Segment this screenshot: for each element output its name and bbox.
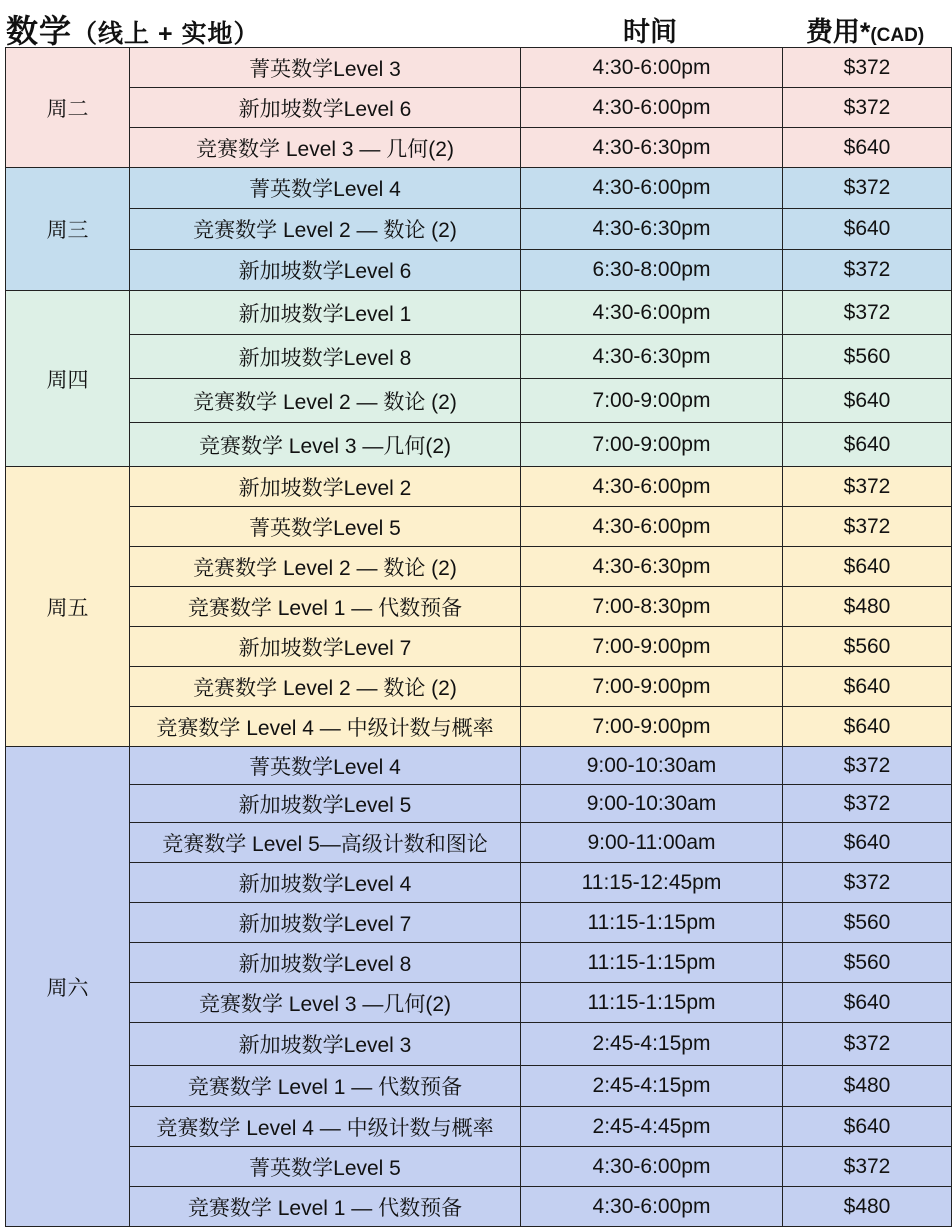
course-cell: 菁英数学Level 5 [130,1147,521,1187]
fee-cell: $372 [783,1147,952,1187]
table-row [6,707,952,747]
table-row [6,168,952,209]
course-cell: 新加坡数学Level 6 [130,250,521,291]
time-cell: 4:30-6:00pm [521,168,783,209]
fee-cell: $560 [783,943,952,983]
time-cell: 4:30-6:00pm [521,291,783,335]
time-cell: 4:30-6:00pm [521,88,783,128]
column-header-time: 时间 [623,17,677,47]
time-cell: 7:00-9:00pm [521,423,783,467]
table-row [6,209,952,250]
course-cell: 新加坡数学Level 2 [130,467,521,507]
table-row [6,507,952,547]
course-cell: 新加坡数学Level 4 [130,863,521,903]
time-cell: 9:00-11:00am [521,823,783,863]
table-row [6,1066,952,1107]
fee-cell: $640 [783,423,952,467]
day-cell: 周六 [6,747,130,1227]
course-cell: 竞赛数学 Level 2 — 数论 (2) [130,379,521,423]
fee-cell: $372 [783,1023,952,1066]
course-cell: 竞赛数学 Level 1 — 代数预备 [130,1066,521,1107]
course-cell: 新加坡数学Level 3 [130,1023,521,1066]
fee-cell: $372 [783,507,952,547]
course-cell: 新加坡数学Level 7 [130,903,521,943]
time-cell: 4:30-6:30pm [521,547,783,587]
course-cell: 竞赛数学 Level 2 — 数论 (2) [130,209,521,250]
fee-cell: $640 [783,667,952,707]
fee-cell: $372 [783,48,952,88]
fee-cell: $372 [783,863,952,903]
fee-cell: $640 [783,1107,952,1147]
fee-cell: $640 [783,983,952,1023]
time-cell: 9:00-10:30am [521,785,783,823]
fee-cell: $480 [783,1187,952,1227]
course-cell: 新加坡数学Level 5 [130,785,521,823]
table-row [6,747,952,785]
fee-cell: $640 [783,547,952,587]
schedule-table [5,47,952,1227]
fee-cell: $480 [783,1066,952,1107]
fee-cell: $372 [783,168,952,209]
course-cell: 新加坡数学Level 6 [130,88,521,128]
fee-cell: $640 [783,823,952,863]
fee-cell: $640 [783,379,952,423]
time-cell: 6:30-8:00pm [521,250,783,291]
course-cell: 竞赛数学 Level 3 — 几何(2) [130,128,521,168]
table-row [6,627,952,667]
course-cell: 竞赛数学 Level 2 — 数论 (2) [130,667,521,707]
table-row [6,467,952,507]
time-cell: 11:15-1:15pm [521,943,783,983]
header [0,0,952,47]
page-title [6,6,260,52]
day-cell: 周三 [6,168,130,291]
table-row [6,1107,952,1147]
table-row [6,823,952,863]
time-cell: 4:30-6:30pm [521,335,783,379]
time-cell: 2:45-4:45pm [521,1107,783,1147]
course-cell: 竞赛数学 Level 3 —几何(2) [130,983,521,1023]
time-cell: 11:15-1:15pm [521,983,783,1023]
fee-cell: $372 [783,88,952,128]
table-row [6,983,952,1023]
course-cell: 菁英数学Level 5 [130,507,521,547]
fee-cell: $372 [783,250,952,291]
time-cell: 11:15-1:15pm [521,903,783,943]
day-cell: 周四 [6,291,130,467]
course-cell: 新加坡数学Level 7 [130,627,521,667]
fee-cell: $372 [783,785,952,823]
table-row [6,1187,952,1227]
time-cell: 11:15-12:45pm [521,863,783,903]
time-cell: 9:00-10:30am [521,747,783,785]
time-cell: 7:00-9:00pm [521,379,783,423]
course-cell: 新加坡数学Level 8 [130,335,521,379]
table-row [6,48,952,88]
course-cell: 菁英数学Level 4 [130,168,521,209]
fee-cell: $372 [783,747,952,785]
course-cell: 竞赛数学 Level 2 — 数论 (2) [130,547,521,587]
course-cell: 新加坡数学Level 1 [130,291,521,335]
day-cell: 周五 [6,467,130,747]
time-cell: 7:00-9:00pm [521,627,783,667]
table-row [6,785,952,823]
time-cell: 7:00-8:30pm [521,587,783,627]
table-row [6,667,952,707]
course-cell: 竞赛数学 Level 5—高级计数和图论 [130,823,521,863]
fee-cell: $372 [783,467,952,507]
table-row [6,291,952,335]
time-cell: 4:30-6:00pm [521,48,783,88]
course-cell: 菁英数学Level 3 [130,48,521,88]
fee-cell: $640 [783,128,952,168]
table-row [6,943,952,983]
time-cell: 4:30-6:00pm [521,1187,783,1227]
fee-header-main: 费用* [805,17,871,47]
time-cell: 7:00-9:00pm [521,707,783,747]
fee-cell: $372 [783,291,952,335]
time-cell: 2:45-4:15pm [521,1066,783,1107]
time-cell: 4:30-6:30pm [521,209,783,250]
table-row [6,587,952,627]
table-row [6,1147,952,1187]
time-cell: 4:30-6:00pm [521,1147,783,1187]
table-row [6,379,952,423]
course-cell: 竞赛数学 Level 4 — 中级计数与概率 [130,707,521,747]
table-row [6,903,952,943]
table-row [6,863,952,903]
table-row [6,1023,952,1066]
course-cell: 新加坡数学Level 8 [130,943,521,983]
table-row [6,250,952,291]
course-cell: 菁英数学Level 4 [130,747,521,785]
time-cell: 2:45-4:15pm [521,1023,783,1066]
fee-cell: $560 [783,903,952,943]
time-cell: 4:30-6:30pm [521,128,783,168]
table-row [6,335,952,379]
title-sub: （线上 + 实地） [72,20,260,48]
schedule-body [6,48,952,1227]
table-row [6,547,952,587]
time-cell: 4:30-6:00pm [521,467,783,507]
fee-cell: $480 [783,587,952,627]
course-cell: 竞赛数学 Level 3 —几何(2) [130,423,521,467]
fee-header-unit: (CAD) [870,25,925,46]
fee-cell: $640 [783,209,952,250]
fee-cell: $640 [783,707,952,747]
title-main: 数学 [6,13,73,49]
day-cell: 周二 [6,48,130,168]
fee-cell: $560 [783,627,952,667]
table-row [6,88,952,128]
table-row [6,423,952,467]
column-header-fee [781,10,949,49]
course-cell: 竞赛数学 Level 1 — 代数预备 [130,587,521,627]
fee-cell: $560 [783,335,952,379]
table-row [6,128,952,168]
course-cell: 竞赛数学 Level 4 — 中级计数与概率 [130,1107,521,1147]
course-cell: 竞赛数学 Level 1 — 代数预备 [130,1187,521,1227]
time-cell: 7:00-9:00pm [521,667,783,707]
time-cell: 4:30-6:00pm [521,507,783,547]
